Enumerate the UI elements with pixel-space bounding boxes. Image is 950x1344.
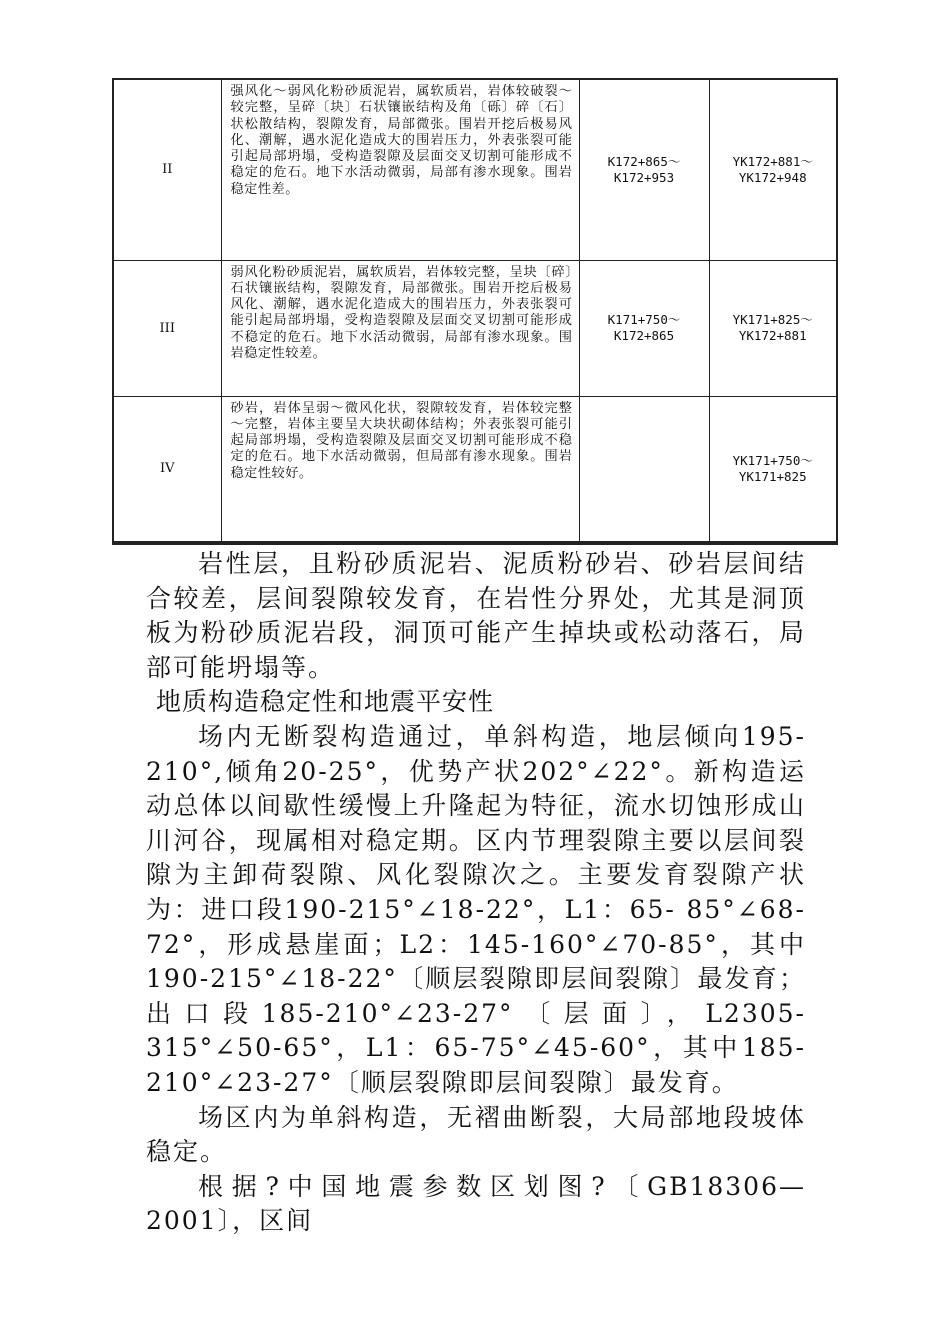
left-mileage-cell: [579, 396, 709, 542]
paragraph: 场内无断裂构造通过，单斜构造，地层倾向195-210°,倾角20-25°，优势产状202°∠22°。新构造运动总体以间歇性缓慢上升隆起为特征，流水切蚀形成山川河谷，现属相对稳定期。区内节理裂隙主要以层间裂隙为主卸荷裂隙、风化裂隙次之。主要发育裂隙产状为：进口段190-215°∠18-22°，L1：65- 85°∠68-72°，形成悬崖面；L2：145-160°∠70-85°，其中190-215°∠18-22°〔顺层裂隙即层间裂隙〕最发育；出口段185-210°∠23-27°〔层面〕，L2305-315°∠50-65°，L1：65-75°∠45-60°，其中185-210°∠23-27°〔顺层裂隙即层间裂隙〕最发育。: [146, 721, 806, 1097]
mileage-end: K172+865: [613, 328, 675, 343]
rock-description-cell: 强风化～弱风化粉砂质泥岩，属软质岩，岩体较破裂～较完整，呈碎〔块〕石状镶嵌结构及角〔砾〕碎〔石〕状松散结构，裂隙发育，局部微张。围岩开挖后极易风化、潮解，遇水泥化造成大的围岩压力，外表张裂可能引起局部坍塌，受构造裂隙及层面交叉切割可能形成不稳定的危石。地下水活动微弱，局部有渗水现象。围岩稳定性差。: [221, 79, 579, 260]
table-row: [113, 396, 837, 542]
rock-grade-cell: II: [113, 79, 221, 260]
mileage-start: YK172+881～: [732, 153, 813, 169]
right-mileage-cell: [709, 79, 837, 260]
section-heading: 地质构造稳定性和地震平安性: [156, 687, 495, 717]
mileage-start: K171+750～: [607, 312, 681, 327]
rock-grade-cell: IV: [113, 396, 221, 542]
right-mileage-cell: [709, 260, 837, 396]
mileage-start: YK171+825～: [732, 312, 813, 327]
table-row: [113, 79, 837, 260]
mileage-start: K172+865～: [607, 153, 681, 169]
rock-grade-cell: III: [113, 260, 221, 396]
paragraph: 根据?中国地震参数区划图?〔GB18306—2001〕，区间: [146, 1171, 806, 1236]
mileage-end: K172+953: [613, 169, 675, 185]
rock-description-cell: 砂岩，岩体呈弱～微风化状，裂隙较发育，岩体较完整～完整，岩体主要呈大块状砌体结构；外表张裂可能引起局部坍塌，受构造裂隙及层面交叉切割可能形成不稳定的危石。地下水活动微弱，但局部有渗水现象。围岩稳定性较好。: [221, 396, 579, 542]
left-mileage-cell: [579, 79, 709, 260]
table-row: [113, 260, 837, 396]
mileage-end: YK171+825: [738, 468, 807, 484]
surrounding-rock-table: [112, 78, 838, 543]
rock-description-cell: 弱风化粉砂质泥岩，属软质岩，岩体较完整，呈块〔碎〕石状镶嵌结构，裂隙发育，局部微张。围岩开挖后极易风化、潮解，遇水泥化造成大的围岩压力，外表张裂可能引起局部坍塌，受构造裂隙及层面交叉切割可能形成不稳定的危石。地下水活动微弱，局部有渗水现象。围岩稳定性较差。: [221, 260, 579, 396]
mileage-end: YK172+881: [738, 328, 807, 343]
right-mileage-cell: [709, 396, 837, 542]
mileage-start: YK171+750～: [732, 452, 813, 468]
paragraph: 岩性层，且粉砂质泥岩、泥质粉砂岩、砂岩层间结合较差，层间裂隙较发育，在岩性分界处，尤其是洞顶板为粉砂质泥岩段，洞顶可能产生掉块或松动落石，局部可能坍塌等。: [146, 549, 806, 682]
mileage-end: YK172+948: [738, 169, 807, 185]
left-mileage-cell: [579, 260, 709, 396]
paragraph: 场区内为单斜构造，无褶曲断裂，大局部地段坡体稳定。: [146, 1102, 806, 1167]
body-text: [146, 547, 806, 1239]
